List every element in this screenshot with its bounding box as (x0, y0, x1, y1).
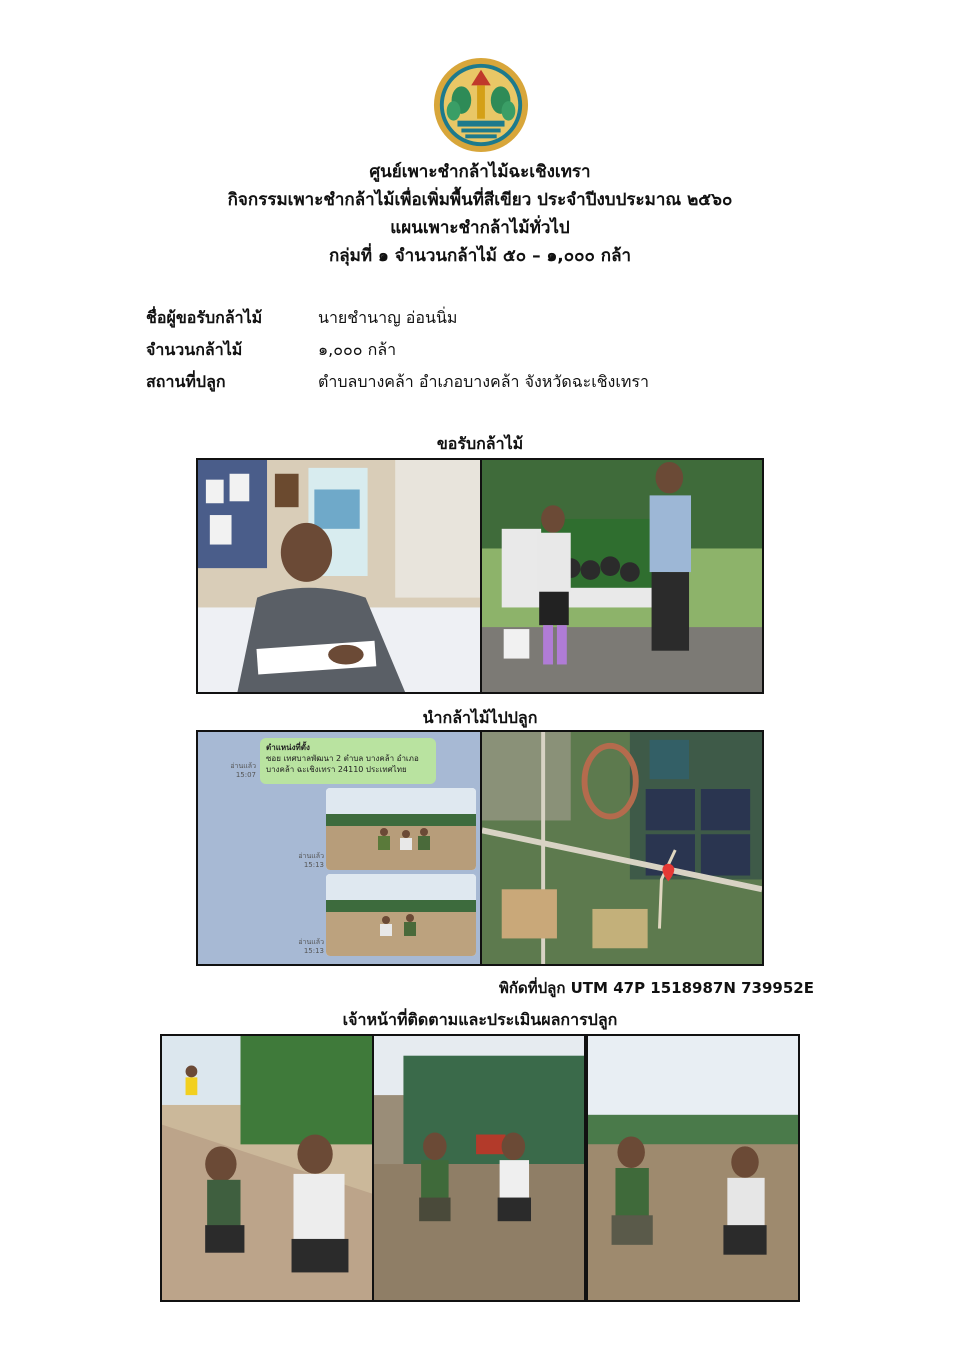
info-value: ๑,๐๐๐ กล้า (318, 339, 397, 359)
section-title-planting: นำกล้าไม้ไปปลูก (422, 708, 538, 727)
info-value: ตำบลบางคล้า อำเภอบางคล้า จังหวัดฉะเชิงเทรา (318, 371, 649, 391)
photo-evaluation-2 (372, 1034, 586, 1302)
location-title: ตำแหน่งที่ตั้ง (266, 743, 310, 752)
info-row-quantity (146, 334, 846, 366)
info-row-location (146, 366, 846, 398)
info-label: สถานที่ปลูก (146, 371, 226, 391)
photo-office-signing (196, 458, 482, 694)
header-line-4: กลุ่มที่ ๑ จำนวนกล้าไม้ ๕๐ – ๑,๐๐๐ กล้า (328, 246, 632, 266)
chat-read-status-1 (228, 762, 256, 780)
chat-location-bubble (260, 738, 436, 784)
info-label: จำนวนกล้าไม้ (146, 339, 243, 359)
header-line-3: แผนเพาะชำกล้าไม้ทั่วไป (390, 218, 570, 238)
chat-photo-2 (326, 874, 476, 956)
read-label: อ่านแล้ว (298, 938, 324, 946)
read-time: 15:07 (235, 771, 256, 779)
applicant-info (146, 302, 846, 398)
read-label: อ่านแล้ว (230, 762, 256, 770)
info-value: นายชำนาญ อ่อนนิ่ม (318, 307, 458, 327)
photo-evaluation-3 (586, 1034, 800, 1302)
photo-evaluation-1 (160, 1034, 374, 1302)
info-label: ชื่อผู้ขอรับกล้าไม้ (146, 307, 263, 327)
read-label: อ่านแล้ว (298, 852, 324, 860)
chat-read-status-3 (296, 938, 324, 956)
chat-read-status-2 (296, 852, 324, 870)
photo-receiving-seedlings (480, 458, 764, 694)
document-header (0, 158, 960, 270)
planting-coordinates: พิกัดที่ปลูก UTM 47P 1518987N 739952E (499, 979, 814, 997)
location-address-line-1: ซอย เทศบาลพัฒนา 2 ตำบล บางคล้า อำเภอ (266, 754, 419, 763)
chat-photo-1 (326, 788, 476, 870)
read-time: 15:13 (303, 947, 324, 955)
section-title-evaluation: เจ้าหน้าที่ติดตามและประเมินผลการปลูก (342, 1010, 618, 1029)
chat-screenshot (196, 730, 482, 966)
section-title-receive: ขอรับกล้าไม้ (436, 434, 524, 453)
info-row-applicant (146, 302, 846, 334)
satellite-map (480, 730, 764, 966)
header-line-1: ศูนย์เพาะชำกล้าไม้ฉะเชิงเทรา (369, 162, 591, 182)
location-address-line-2: บางคล้า ฉะเชิงเทรา 24110 ประเทศไทย (266, 765, 407, 774)
read-time: 15:13 (303, 861, 324, 869)
header-line-2: กิจกรรมเพาะชำกล้าไม้เพื่อเพิ่มพื้นที่สีเขียว ประจำปีงบประมาณ ๒๕๖๐ (227, 190, 733, 210)
royal-forest-department-seal-icon (432, 56, 530, 154)
